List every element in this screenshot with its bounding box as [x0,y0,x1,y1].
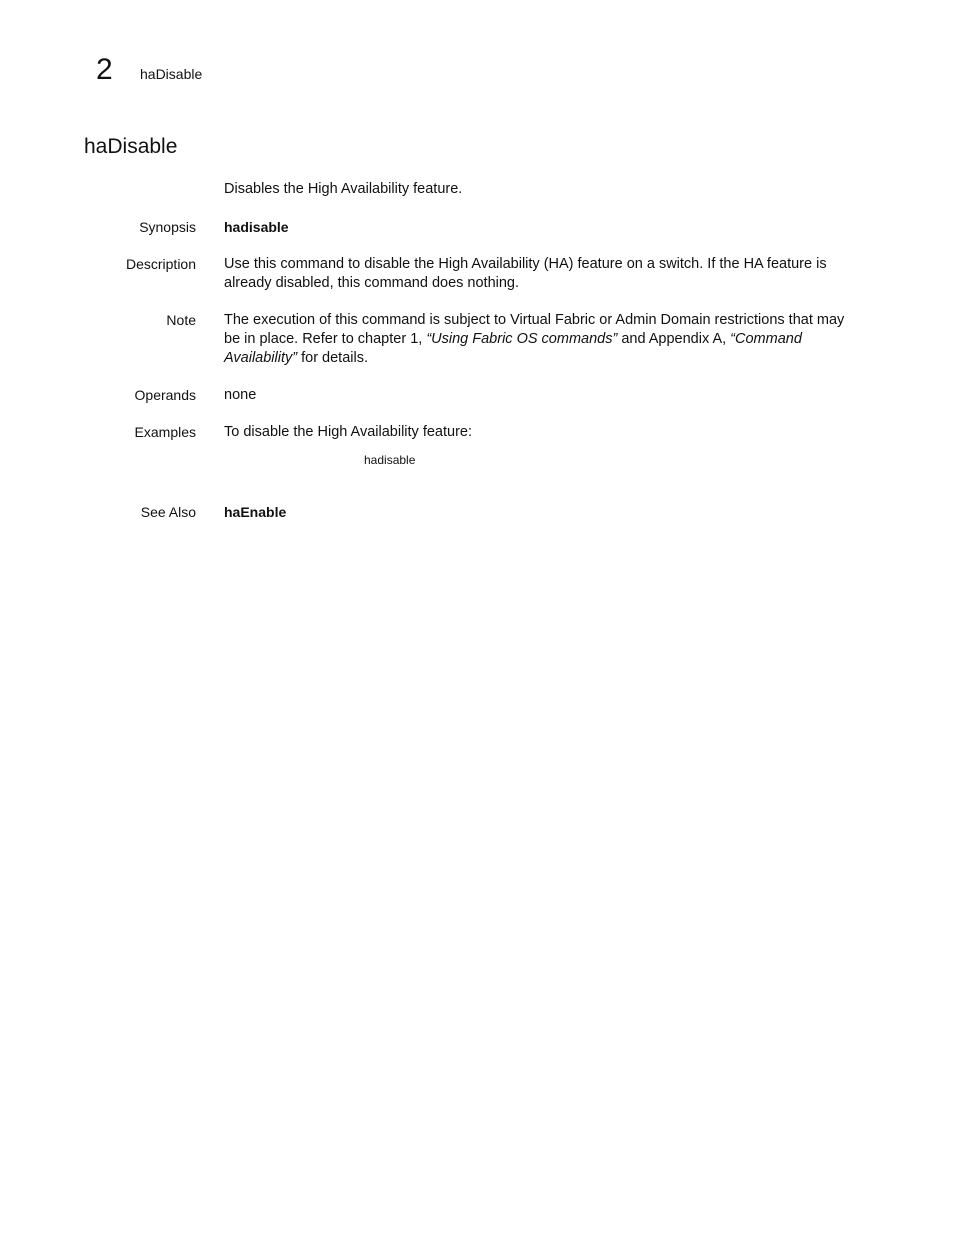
note-ref-fabric-os-commands: “Using Fabric OS commands” [426,331,618,347]
synopsis-text: hadisable [224,219,289,235]
summary-text: Disables the High Availability feature. [224,181,463,197]
examples-text: To disable the High Availability feature: [224,424,472,440]
description-text: Use this command to disable the High Availability (HA) feature on a switch. If the HA feature is already disabled, this command does nothing. [224,256,827,291]
page-title: haDisable [84,135,178,158]
note-text-part1: The execution of this command is subject to Virtual Fabric or Admin Domain restrictions that may be in place. Refer to chapter 1, [224,312,845,347]
see-also-label: See Also [140,504,196,520]
note-text-part2: and Appendix A, [617,331,731,347]
examples-label: Examples [134,424,196,440]
example-code: hadisable [364,453,416,467]
see-also-link[interactable]: haEnable [224,504,287,520]
operands-text: none [224,387,257,403]
note-text-part3: for details. [297,350,368,366]
operands-label: Operands [134,387,196,403]
note-text [224,311,864,368]
note-label: Note [166,312,196,328]
chapter-number: 2 [96,53,113,86]
running-title: haDisable [140,66,203,82]
description-label: Description [125,256,196,272]
note-ref-command-availability: “Command Availability” [224,331,802,366]
synopsis-label: Synopsis [139,219,196,235]
